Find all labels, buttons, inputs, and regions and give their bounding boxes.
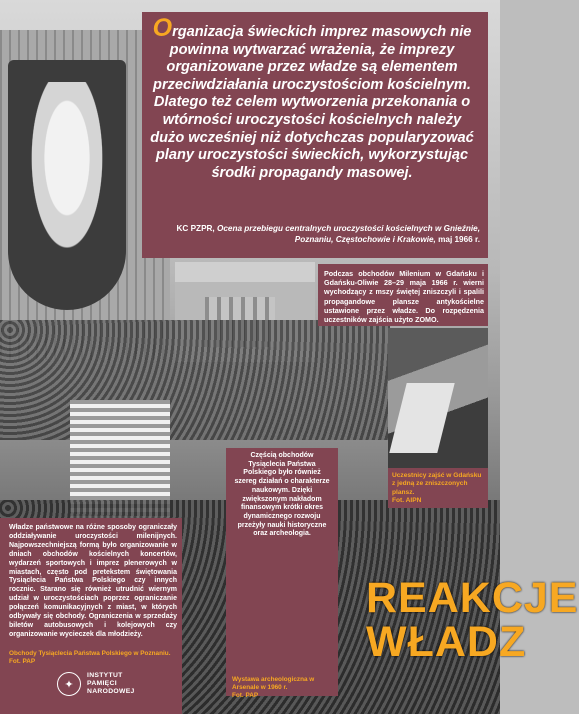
quote-source-date: maj 1966 r. (438, 234, 480, 244)
restrictions-caption (9, 650, 177, 666)
gdansk-caption-credit: Fot. AIPN (392, 497, 422, 505)
quote-dropcap: O (152, 14, 173, 42)
ipn-line-3: NARODOWEJ (87, 688, 135, 695)
quote-source (150, 224, 480, 245)
photo-crowd-upper (0, 320, 390, 440)
quote-box (142, 12, 488, 258)
restrictions-caption-text: Obchody Tysiąclecia Państwa Polskiego w Poznaniu. (9, 650, 171, 657)
ipn-logo-block (57, 672, 135, 696)
science-caption (232, 676, 332, 700)
quote-source-author: KC PZPR, (176, 224, 215, 233)
quote-source-title: Ocena przebiegu centralnych uroczystości kościelnych w Gnieźnie, Poznaniu, Częstochowie i Krakowie, (217, 224, 480, 244)
gdansk-text-box (318, 264, 488, 326)
ipn-name (87, 672, 135, 696)
title-line-2: WŁADZ (366, 618, 527, 666)
ipn-line-1: INSTYTUT (87, 672, 123, 679)
ipn-emblem-icon: ✦ (57, 672, 81, 696)
poster-title (366, 574, 579, 666)
quote-body: rganizacja świeckich imprez masowych nie powinna wytwarzać wrażenia, że imprezy organizowane przez władze są elementem przeciwdziałania uroczystościom kościelnym. Dlatego też celem wytworzenia przekonania o wtórności uroczystości kościelnych należy dużo wcześniej niż dotychczas popularyzować plany uroczystości świeckich, wykorzystując środki propagandy masowej. (150, 24, 474, 181)
science-text-box (226, 448, 338, 699)
ipn-line-2: PAMIĘCI (87, 680, 117, 687)
restrictions-text-box (0, 518, 182, 714)
title-line-1: REAKCJE (366, 574, 579, 622)
quote-text (148, 14, 476, 182)
gdansk-caption (392, 472, 484, 506)
gdansk-caption-text: Uczestnicy zajść w Gdańsku z jedną ze zniszczonych plansz. (392, 472, 482, 496)
science-caption-credit: Fot. PAP (232, 692, 259, 699)
photo-eagle-emblem (8, 60, 126, 310)
photo-gdansk-incident (388, 328, 488, 468)
gdansk-caption-box (388, 468, 488, 508)
restrictions-text: Władze państwowe na różne sposoby ograniczały oddziaływanie uroczystości milenijnych. Najpowszechniejszą formą było organizowanie w dniach obchodów kościelnych koncertów, wydarzeń sportowych i imprez plenerowych w miastach, często pod pretekstem świętowania Tysiąclecia Państwa Polskiego czy innych rocznic. Starano się również utrudnić wiernym udział w uroczystościach poprzez ograniczanie połączeń komunikacyjnych z miast, w których odbywały się obchody. Ograniczenia w sprzedaży biletów autobusowych i kolejowych czy organizowanie wycieczek dla młodzieży. (9, 524, 177, 638)
science-caption-text: Wystawa archeologiczna w Arsenale w 1960 r. (232, 676, 315, 691)
gdansk-text: Podczas obchodów Milenium w Gdańsku i Gdańsku-Oliwie 28–29 maja 1966 r. wierni wychodzący z mszy świętej zniszczyli i spalili propagandowe plansze antykościelne ustawione przez władze. Do rozpędzenia uczestników zajścia użyto ZOMO. (324, 269, 484, 325)
science-text: Częścią obchodów Tysiąclecia Państwa Polskiego było również szereg działań o charakterze naukowym. Dzięki zwiększonym nakładom finansowym krótki okres dynamicznego rozwoju przeżyły nauki historyczne oraz archeologia. (234, 452, 330, 538)
restrictions-caption-credit: Fot. PAP (9, 658, 36, 665)
